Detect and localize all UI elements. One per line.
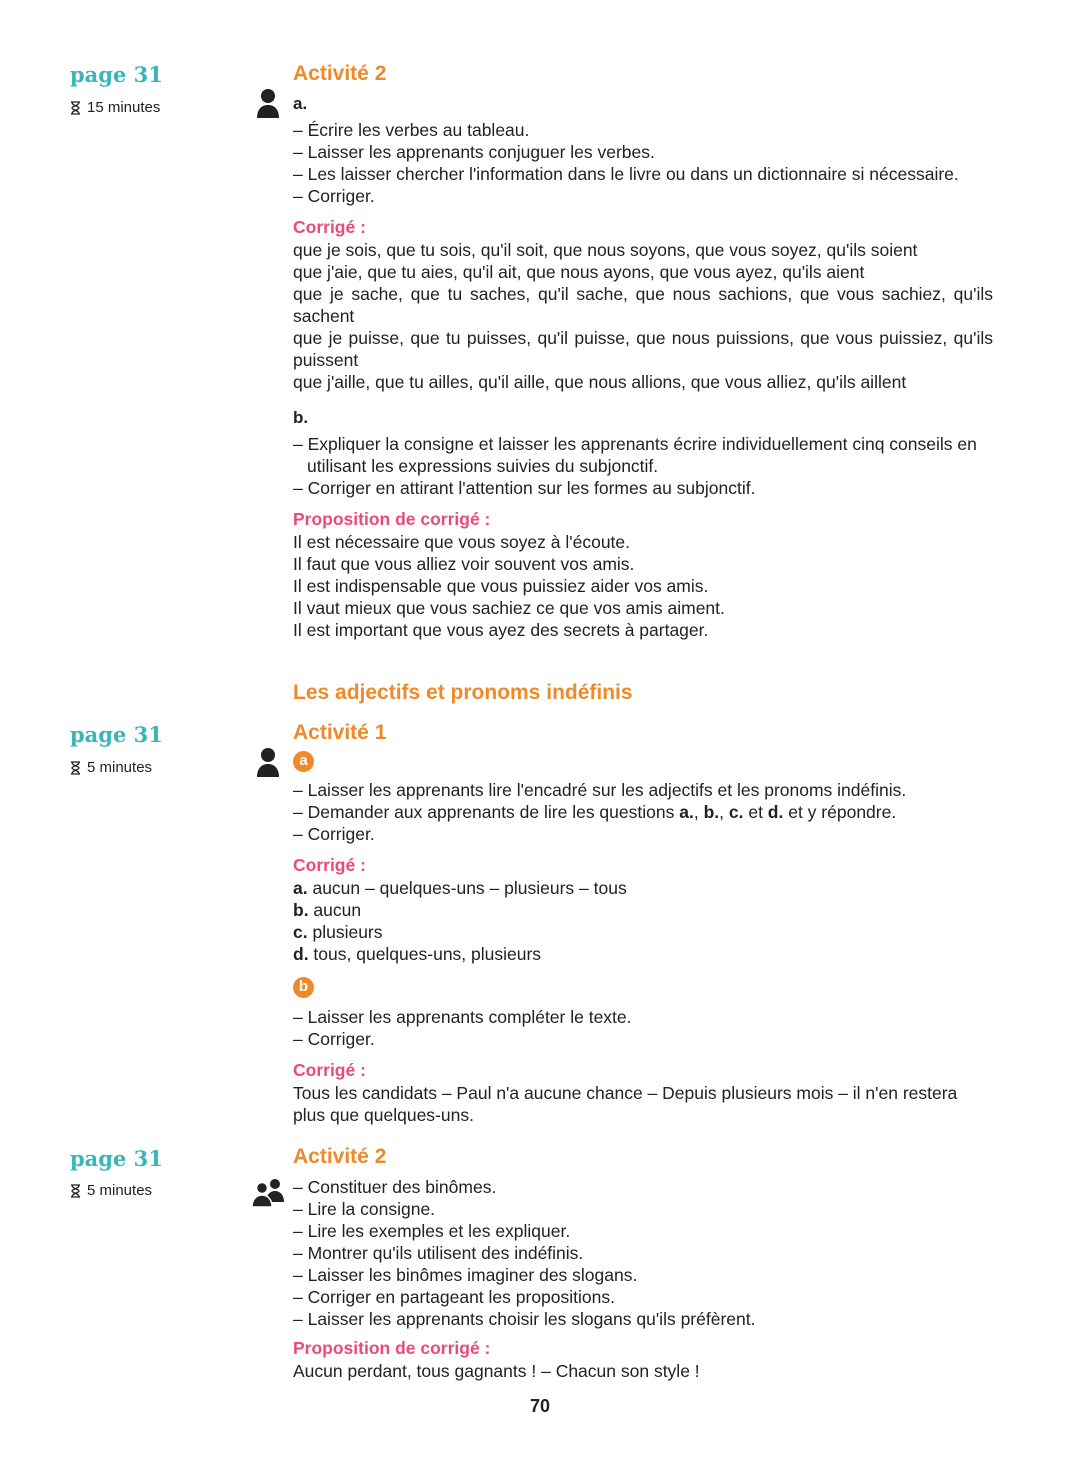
part-label: b. <box>293 408 309 427</box>
hourglass-icon <box>70 101 81 115</box>
part-badge-b: b <box>293 977 314 998</box>
answer-label: Corrigé : <box>293 855 366 875</box>
page-reference: page 31 <box>70 62 163 87</box>
section-title: Les adjectifs et pronoms indéfinis <box>293 681 633 704</box>
activity-title: Activité 2 <box>293 62 387 85</box>
answer-list: a. aucun – quelques-uns – plusieurs – tous b. aucun c. plusieurs d. tous, quelques-uns, plusieurs <box>293 878 627 964</box>
answer-list: que je sois, que tu sois, qu'il soit, que nous soyons, que vous soyez, qu'ils soient que j'aie, que tu aies, qu'il ait, que nous ayons, que vous ayez, qu'ils aient que je sache, que tu saches, qu'il sache, que nous sachions, que vous sachiez, qu'ils sachent que je puisse, que tu puisses, qu'il puisse, que nous puissions, que vous puissiez, qu'ils puissent que j'aille, que tu ailles, qu'il aille, que nous allions, que vous alliez, qu'ils aillent <box>293 240 993 392</box>
proposal-label: Proposition de corrigé : <box>293 1338 491 1358</box>
person-icon <box>254 88 282 122</box>
proposal-list: Il est nécessaire que vous soyez à l'écoute. Il faut que vous alliez voir souvent vos amis. Il est indispensable que vous puissiez aider vos amis. Il vaut mieux que vous sachiez ce que vos amis aiment. Il est important que vous ayez des secrets à partager. <box>293 532 725 640</box>
hourglass-icon <box>70 761 81 775</box>
pair-icon <box>251 1178 285 1208</box>
part-badge-a: a <box>293 751 314 772</box>
part-label: a. <box>293 94 308 113</box>
page-reference: page 31 <box>70 722 163 747</box>
page-number: 70 <box>529 1396 551 1416</box>
questions-step: – Demander aux apprenants de lire les questions a., b., c. et d. et y répondre. <box>293 802 897 822</box>
duration: 5 minutes <box>70 1182 152 1199</box>
hourglass-icon <box>70 1184 81 1198</box>
activity-title: Activité 1 <box>293 721 387 744</box>
instruction-list: – Laisser les apprenants compléter le texte. – Corriger. <box>293 1007 632 1049</box>
duration: 5 minutes <box>70 759 152 776</box>
instruction-list: – Écrire les verbes au tableau. – Laisser les apprenants conjuguer les verbes. – Les laisser chercher l'information dans le livre ou dans un dictionnaire si nécessaire. – Corriger. <box>293 120 959 206</box>
page-reference: page 31 <box>70 1146 163 1171</box>
answer-label: Corrigé : <box>293 1060 366 1080</box>
answer-label: Corrigé : <box>293 217 366 237</box>
proposal-label: Proposition de corrigé : <box>293 509 491 529</box>
activity-title: Activité 2 <box>293 1145 387 1168</box>
instruction-list: – Laisser les apprenants lire l'encadré sur les adjectifs et les pronoms indéfinis. – Demander aux apprenants de lire les questions a., b., c. et d. et y répondre. – Corriger. <box>293 779 993 845</box>
instruction-list: – Constituer des binômes. – Lire la consigne. – Lire les exemples et les expliquer. – Montrer qu'ils utilisent des indéfinis. – Laisser les binômes imaginer des slogans. – Corriger en partageant les propositions. – Laisser les apprenants choisir les slogans qu'ils préfèrent. <box>293 1177 756 1329</box>
proposal-text: Aucun perdant, tous gagnants ! – Chacun son style ! <box>293 1361 700 1381</box>
answer-text: Tous les candidats – Paul n'a aucune chance – Depuis plusieurs mois – il n'en restera plus que quelques-uns. <box>293 1083 958 1125</box>
instruction-list: – Expliquer la consigne et laisser les apprenants écrire individuellement cinq conseils en utilisant les expressions suivies du subjonctif. – Corriger en attirant l'attention sur les formes au subjonctif. <box>293 434 977 498</box>
person-icon <box>254 747 282 781</box>
duration: 15 minutes <box>70 99 160 116</box>
